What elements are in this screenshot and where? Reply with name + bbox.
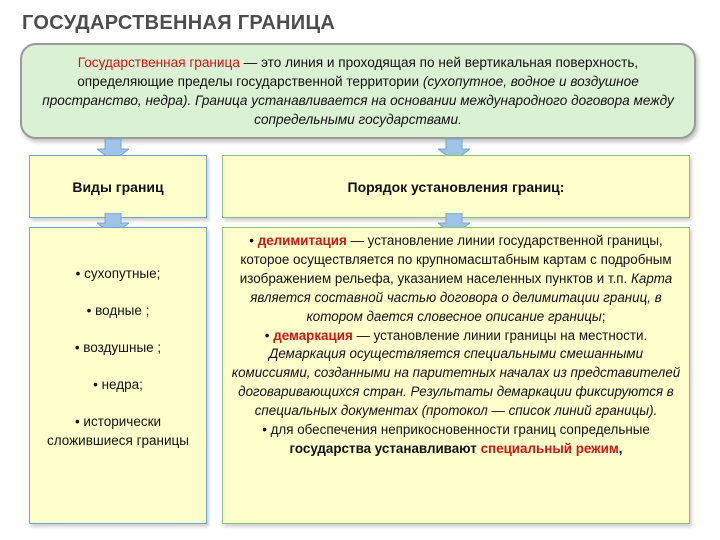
types-header-box xyxy=(29,155,207,218)
definition-text xyxy=(30,53,686,129)
order-header: Порядок установления границ: xyxy=(347,178,565,195)
types-header: Виды границ xyxy=(72,178,164,195)
page-title: ГОСУДАРСТВЕННАЯ ГРАНИЦА xyxy=(22,12,336,34)
definition-box xyxy=(20,43,696,139)
bullet-3-text: • для обеспечения неприкосновенности границ сопредельные xyxy=(262,422,650,438)
definition-text-italic: (сухопутное, водное и воздушное пространство, недра). Граница устанавливается на основании международного договора между сопредельными государствами. xyxy=(42,74,674,127)
term-delimitation: делимитация xyxy=(257,233,347,248)
list-item: • водные ; xyxy=(86,303,150,318)
bullet-2-text: — установление линии границы на местности. xyxy=(352,327,648,343)
order-text xyxy=(229,232,683,459)
order-content-box xyxy=(222,227,690,524)
definition-dash: — xyxy=(239,55,262,70)
bullet-1-italic: Карта является составной частью договора о делимитации границ, в котором дается словесное описание границы xyxy=(250,270,673,324)
bullet-1-prefix: • xyxy=(249,233,258,248)
bullet-2-prefix: • xyxy=(264,327,274,343)
special-regime: специальный режим xyxy=(480,440,619,456)
definition-term: Государственная граница xyxy=(77,55,240,70)
bullet-2-italic: Демаркация осуществляется специальными смешанными комиссиями, созданными на паритетных началах из представителей договаривающихся стран. Результаты демаркации фиксируются в специальных документах (протокол — список линий границы). xyxy=(231,346,681,419)
list-item: • недра; xyxy=(93,377,143,392)
bullet-3-end: , xyxy=(618,440,623,456)
definition-text-normal: это линия и проходящая по ней вертикальная поверхность, определяющие пределы государственной территории xyxy=(77,55,639,89)
term-demarcation: демаркация xyxy=(273,327,353,343)
bullet-3-bold: государства устанавливают xyxy=(289,440,477,456)
types-list-box xyxy=(29,227,207,524)
list-item: • воздушные ; xyxy=(74,340,162,355)
bullet-1-text: — установление линии государственной границы, которое осуществляется по крупномасштабным картам с подробным изображением рельефа, указанием населенных пунктов и т.п. xyxy=(239,233,672,286)
order-header-box xyxy=(222,155,690,218)
bullet-1-end: ; xyxy=(601,308,606,324)
list-item: • сухопутные; xyxy=(75,266,161,281)
list-item: • исторически сложившиеся границы xyxy=(47,414,189,448)
types-list xyxy=(34,264,202,468)
